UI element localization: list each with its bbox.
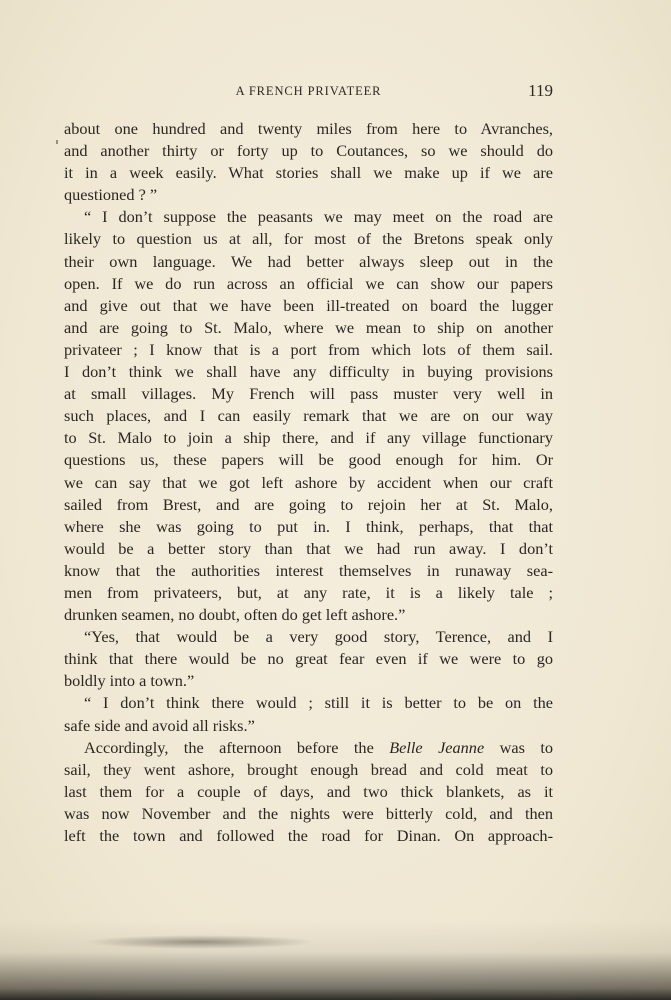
text-line: questions us, these papers will be good enough for him. Or — [64, 450, 553, 470]
text-line: privateer ; I know that is a port from which lots of them sail. — [64, 339, 553, 359]
page-bottom-shadow — [0, 920, 671, 1000]
text-segment: was to — [484, 737, 553, 757]
text-line: where she was going to put in. I think, perhaps, that that — [64, 516, 553, 536]
text-line: and are going to St. Malo, where we mean to ship on another — [64, 317, 553, 337]
text-line: questioned ? ” — [64, 185, 158, 205]
text-line: sail, they went ashore, brought enough bread and cold meat to — [64, 759, 553, 779]
text-line: last them for a couple of days, and two thick blankets, as it — [64, 781, 553, 801]
text-line: about one hundred and twenty miles from here to Avranches, — [64, 119, 553, 138]
text-line: their own language. We had better always sleep out in the — [64, 251, 553, 271]
text-line: left the town and followed the road for Dinan. On approach- — [64, 826, 553, 845]
page-header — [64, 81, 553, 103]
text-line — [64, 737, 553, 759]
paper-speck — [56, 140, 58, 144]
text-line: to St. Malo to join a ship there, and if any village functionary — [64, 428, 553, 448]
body-text — [64, 118, 553, 847]
text-line: “Yes, that would be a very good story, Terence, and I — [84, 627, 553, 647]
text-line: at small villages. My French will pass muster very well in — [64, 384, 553, 404]
text-line: safe side and avoid all risks.” — [64, 715, 255, 735]
text-line: we can say that we got left ashore by accident when our craft — [64, 472, 553, 492]
text-line: know that the authorities interest themselves in runaway sea- — [64, 560, 553, 580]
text-line: boldly into a town.” — [64, 671, 195, 691]
ship-name: Belle Jeanne — [389, 737, 485, 757]
running-title: A FRENCH PRIVATEER — [235, 84, 382, 98]
text-line: open. If we do run across an official we can show our papers — [64, 273, 553, 293]
text-segment: Accordingly, the afternoon before the — [84, 737, 390, 757]
text-line: think that there would be no great fear even if we were to go — [64, 649, 553, 669]
text-line: sailed from Brest, and are going to rejoin her at St. Malo, — [64, 494, 553, 514]
text-line: would be a better story than that we had run away. I don’t — [64, 538, 553, 558]
text-line: it in a week easily. What stories shall we make up if we are — [64, 163, 553, 183]
text-line: such places, and I can easily remark that we are on our way — [64, 406, 553, 426]
text-line: “ I don’t suppose the peasants we may meet on the road are — [84, 207, 553, 227]
page-number: 119 — [528, 81, 553, 100]
text-line: likely to question us at all, for most of the Bretons speak only — [64, 229, 553, 249]
text-line: “ I don’t think there would ; still it is better to be on the — [84, 693, 553, 713]
text-line: drunken seamen, no doubt, often do get left ashore.” — [64, 605, 406, 625]
text-line: men from privateers, but, at any rate, it is a likely tale ; — [64, 582, 553, 602]
text-line: I don’t think we shall have any difficulty in buying provisions — [64, 362, 553, 382]
text-line: and give out that we have been ill-treated on board the lugger — [64, 295, 553, 315]
text-line: and another thirty or forty up to Coutances, so we should do — [64, 141, 553, 161]
text-line: was now November and the nights were bitterly cold, and then — [64, 803, 553, 823]
